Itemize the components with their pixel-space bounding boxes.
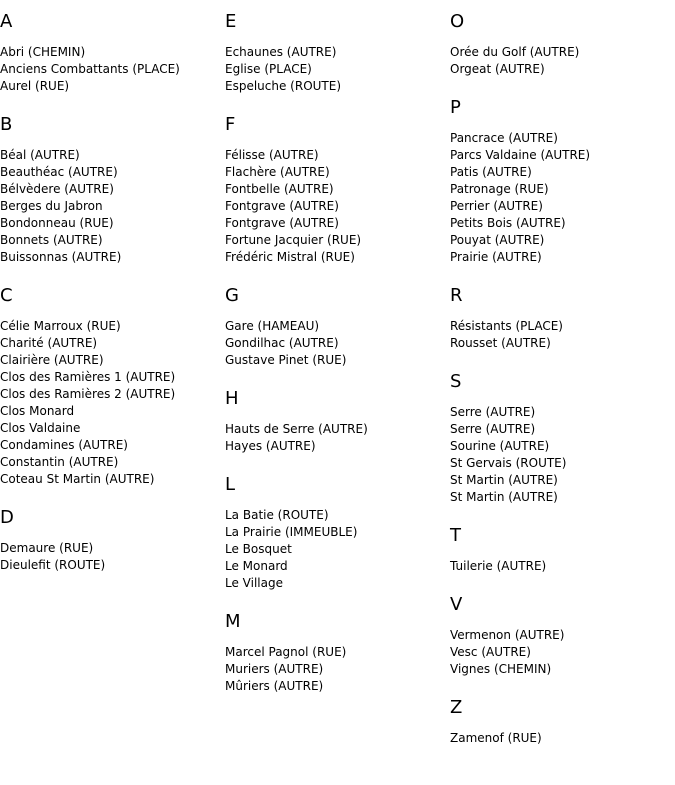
street-item: Clos des Ramières 1 (AUTRE) [0,370,176,384]
street-item: Anciens Combattants (PLACE) [0,62,180,76]
letter-section [0,286,180,488]
street-item: Fontgrave (AUTRE) [225,216,339,230]
letter-section [450,698,590,747]
street-item: Patis (AUTRE) [450,165,532,179]
letter-section [225,115,368,266]
street-list [0,540,180,574]
letter-heading: O [450,11,465,32]
street-item: Fontgrave (AUTRE) [225,199,339,213]
street-item: Marcel Pagnol (RUE) [225,645,347,659]
street-item: Serre (AUTRE) [450,405,536,419]
street-item: Eglise (PLACE) [225,62,312,76]
letter-section [450,98,590,266]
letter-section [450,372,590,506]
street-item: Vermenon (AUTRE) [450,628,565,642]
street-item: Hauts de Serre (AUTRE) [225,422,368,436]
street-item: Patronage (RUE) [450,182,549,196]
street-list [225,507,368,592]
street-item: Beauthéac (AUTRE) [0,165,118,179]
street-item: Fortune Jacquier (RUE) [225,233,362,247]
street-list [450,44,590,78]
street-item: Prairie (AUTRE) [450,250,542,264]
street-item: Frédéric Mistral (RUE) [225,250,355,264]
street-item: St Gervais (ROUTE) [450,456,567,470]
letter-heading: F [225,114,236,135]
street-item: Clos Monard [0,404,75,418]
letter-section [450,286,590,352]
street-list [225,421,368,455]
letter-section [225,475,368,592]
street-item: Coteau St Martin (AUTRE) [0,472,155,486]
street-list [225,644,368,695]
street-item: Dieulefit (ROUTE) [0,558,106,572]
street-item: Echaunes (AUTRE) [225,45,337,59]
street-list [450,404,590,506]
street-item: Charité (AUTRE) [0,336,98,350]
street-list [0,147,180,266]
street-list [225,318,368,369]
street-item: Le Village [225,576,283,590]
index-column-2 [225,0,368,715]
street-item: Mûriers (AUTRE) [225,679,324,693]
letter-section [225,389,368,455]
street-item: Bondonneau (RUE) [0,216,114,230]
street-item: Orgeat (AUTRE) [450,62,545,76]
letter-section [450,12,590,78]
street-item: Petits Bois (AUTRE) [450,216,566,230]
street-item: Vignes (CHEMIN) [450,662,552,676]
street-item: Le Bosquet [225,542,292,556]
street-item: Parcs Valdaine (AUTRE) [450,148,591,162]
street-item: Bélvèdere (AUTRE) [0,182,114,196]
street-item: Zamenof (RUE) [450,731,542,745]
street-item: Muriers (AUTRE) [225,662,324,676]
street-item: Gustave Pinet (RUE) [225,353,347,367]
letter-heading: T [450,525,461,546]
letter-section [450,526,590,575]
letter-heading: S [450,371,462,392]
letter-section [0,12,180,95]
street-item: Berges du Jabron [0,199,103,213]
street-list [450,627,590,678]
street-item: Gondilhac (AUTRE) [225,336,339,350]
street-item: Clos Valdaine [0,421,81,435]
street-item: Rousset (AUTRE) [450,336,551,350]
letter-heading: C [0,285,13,306]
street-list [0,318,180,488]
street-item: Clos des Ramières 2 (AUTRE) [0,387,176,401]
letter-section [0,508,180,574]
street-item: Perrier (AUTRE) [450,199,543,213]
street-item: Buissonnas (AUTRE) [0,250,122,264]
street-item: Condamines (AUTRE) [0,438,128,452]
street-item: St Martin (AUTRE) [450,490,558,504]
letter-section [225,12,368,95]
street-list [450,318,590,352]
street-item: Serre (AUTRE) [450,422,536,436]
letter-heading: D [0,507,14,528]
street-item: Pouyat (AUTRE) [450,233,545,247]
letter-section [225,286,368,369]
street-list [225,44,368,95]
street-item: Tuilerie (AUTRE) [450,559,547,573]
street-list [0,44,180,95]
street-item: Orée du Golf (AUTRE) [450,45,580,59]
street-item: Félisse (AUTRE) [225,148,319,162]
street-item: La Batie (ROUTE) [225,508,329,522]
street-item: St Martin (AUTRE) [450,473,558,487]
street-item: La Prairie (IMMEUBLE) [225,525,358,539]
street-item: Fontbelle (AUTRE) [225,182,334,196]
letter-heading: L [225,474,236,495]
street-item: Pancrace (AUTRE) [450,131,558,145]
street-item: Vesc (AUTRE) [450,645,531,659]
letter-heading: B [0,114,13,135]
letter-section [225,612,368,695]
street-item: Gare (HAMEAU) [225,319,320,333]
street-list [225,147,368,266]
street-item: Le Monard [225,559,288,573]
index-column-1 [0,0,180,594]
street-list [450,730,590,747]
letter-heading: M [225,611,241,632]
street-item: Hayes (AUTRE) [225,439,316,453]
street-list [450,558,590,575]
letter-section [450,595,590,678]
street-item: Aurel (RUE) [0,79,70,93]
letter-section [0,115,180,266]
letter-heading: V [450,594,463,615]
letter-heading: E [225,11,237,32]
letter-heading: G [225,285,239,306]
letter-heading: P [450,97,461,118]
street-list [450,130,590,266]
street-item: Espeluche (ROUTE) [225,79,342,93]
street-item: Résistants (PLACE) [450,319,563,333]
letter-heading: Z [450,697,463,718]
street-item: Clairière (AUTRE) [0,353,104,367]
street-item: Célie Marroux (RUE) [0,319,121,333]
letter-heading: H [225,388,239,409]
street-item: Sourine (AUTRE) [450,439,550,453]
letter-heading: R [450,285,463,306]
street-item: Bonnets (AUTRE) [0,233,103,247]
street-item: Demaure (RUE) [0,541,94,555]
index-column-3 [450,0,590,767]
street-item: Abri (CHEMIN) [0,45,86,59]
street-item: Constantin (AUTRE) [0,455,119,469]
street-item: Béal (AUTRE) [0,148,80,162]
street-item: Flachère (AUTRE) [225,165,330,179]
letter-heading: A [0,11,13,32]
